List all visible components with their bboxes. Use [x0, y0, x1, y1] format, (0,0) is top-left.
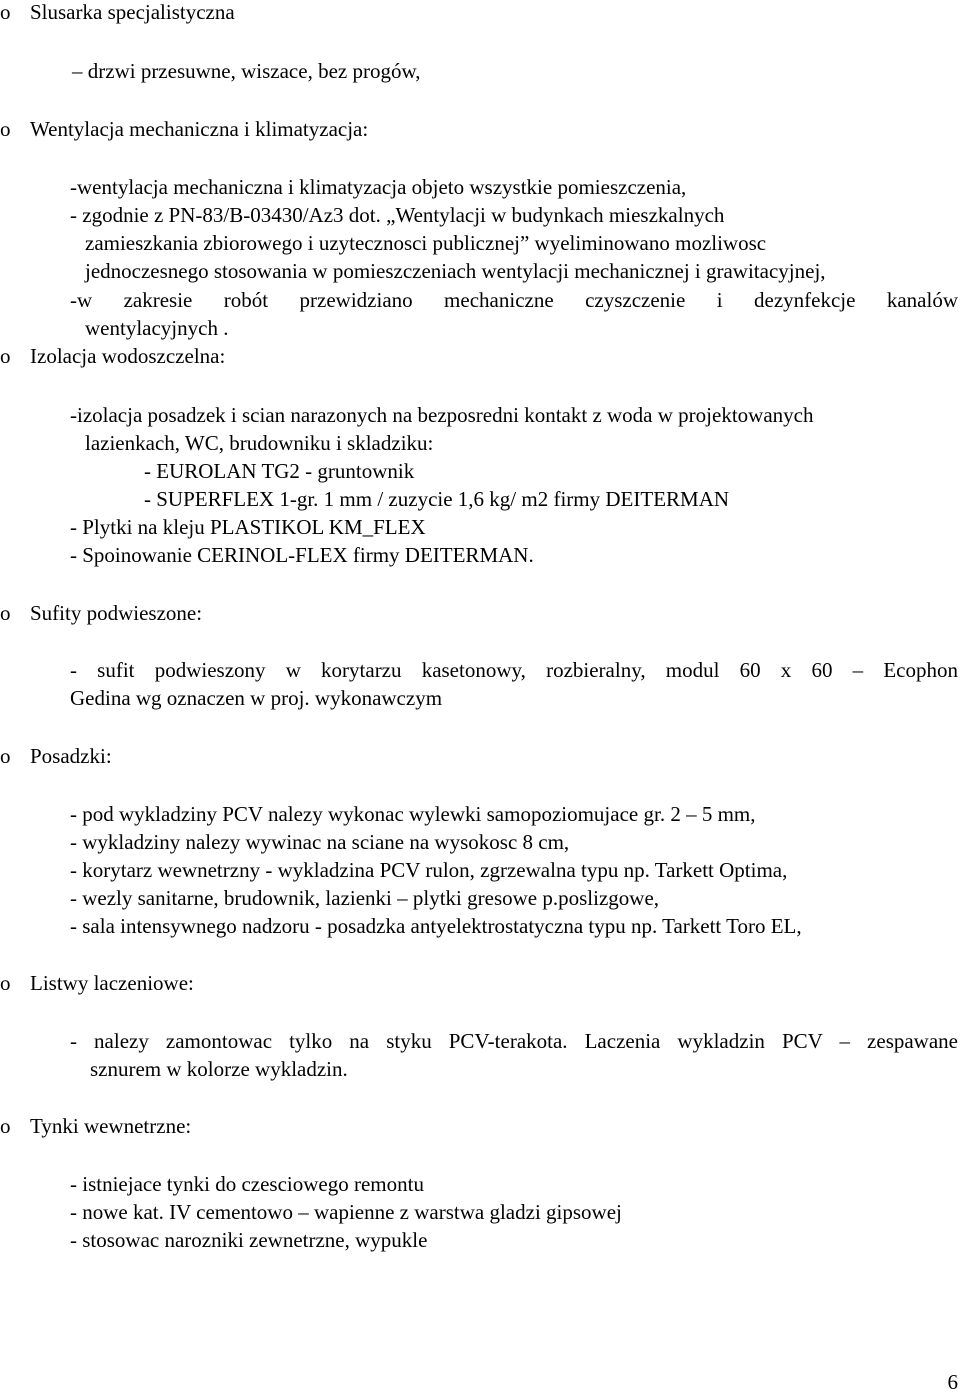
- bullet: o: [0, 1114, 11, 1138]
- text-line: - pod wykladziny PCV nalezy wykonac wylewki samopoziomujace gr. 2 – 5 mm,: [70, 802, 756, 826]
- text-line: - EUROLAN TG2 - gruntownik: [144, 459, 415, 483]
- text-line: -izolacja posadzek i scian narazonych na bezposredni kontakt z woda w projektowanych: [70, 403, 814, 427]
- page-number: 6: [947, 1370, 958, 1394]
- heading-wentylacja: Wentylacja mechaniczna i klimatyzacja:: [30, 117, 369, 141]
- text-line: -wentylacja mechaniczna i klimatyzacja objeto wszystkie pomieszczenia,: [70, 175, 687, 199]
- bullet: o: [0, 971, 11, 995]
- heading-sufity: Sufity podwieszone:: [30, 601, 203, 625]
- text-line: - Spoinowanie CERINOL-FLEX firmy DEITERMAN.: [70, 543, 534, 567]
- bullet: o: [0, 344, 11, 368]
- text-line: - Plytki na kleju PLASTIKOL KM_FLEX: [70, 515, 426, 539]
- text-line: wentylacyjnych .: [85, 316, 229, 340]
- text-line: – drzwi przesuwne, wiszace, bez progów,: [72, 59, 421, 83]
- text-line: zamieszkania zbiorowego i uzytecznosci publicznej” wyeliminowano mozliwosc: [85, 231, 767, 255]
- heading-posadzki: Posadzki:: [30, 744, 112, 768]
- text-line: - SUPERFLEX 1-gr. 1 mm / zuzycie 1,6 kg/ m2 firmy DEITERMAN: [144, 487, 730, 511]
- bullet: o: [0, 744, 11, 768]
- heading-tynki: Tynki wewnetrzne:: [30, 1114, 192, 1138]
- text-line: - wezly sanitarne, brudownik, lazienki – plytki gresowe p.poslizgowe,: [70, 886, 660, 910]
- text-line: - nowe kat. IV cementowo – wapienne z warstwa gladzi gipsowej: [70, 1200, 622, 1224]
- text-line: Gedina wg oznaczen w proj. wykonawczym: [70, 686, 443, 710]
- bullet: o: [0, 0, 11, 24]
- text-line: - sufit podwieszony w korytarzu kasetonowy, rozbieralny, modul 60 x 60 – Ecophon: [70, 658, 958, 682]
- bullet: o: [0, 117, 11, 141]
- text-line: lazienkach, WC, brudowniku i skladziku:: [85, 431, 434, 455]
- text-line: - sala intensywnego nadzoru - posadzka antyelektrostatyczna typu np. Tarkett Toro EL,: [70, 914, 802, 938]
- heading-listwy: Listwy laczeniowe:: [30, 971, 194, 995]
- text-line: - stosowac narozniki zewnetrzne, wypukle: [70, 1228, 428, 1252]
- text-line: - nalezy zamontowac tylko na styku PCV-terakota. Laczenia wykladzin PCV – zespawane: [70, 1029, 958, 1053]
- heading-slusarka: Slusarka specjalistyczna: [30, 0, 235, 24]
- text-line: jednoczesnego stosowania w pomieszczeniach wentylacji mechanicznej i grawitacyjnej,: [85, 259, 826, 283]
- text-line: -w zakresie robót przewidziano mechaniczne czyszczenie i dezynfekcje kanalów: [70, 288, 958, 312]
- heading-izolacja: Izolacja wodoszczelna:: [30, 344, 226, 368]
- text-line: - korytarz wewnetrzny - wykladzina PCV rulon, zgrzewalna typu np. Tarkett Optima,: [70, 858, 788, 882]
- bullet: o: [0, 601, 11, 625]
- text-line: - wykladziny nalezy wywinac na sciane na wysokosc 8 cm,: [70, 830, 570, 854]
- text-line: - zgodnie z PN-83/B-03430/Az3 dot. „Wentylacji w budynkach mieszkalnych: [70, 203, 725, 227]
- text-line: sznurem w kolorze wykladzin.: [90, 1057, 348, 1081]
- text-line: - istniejace tynki do czesciowego remontu: [70, 1172, 424, 1196]
